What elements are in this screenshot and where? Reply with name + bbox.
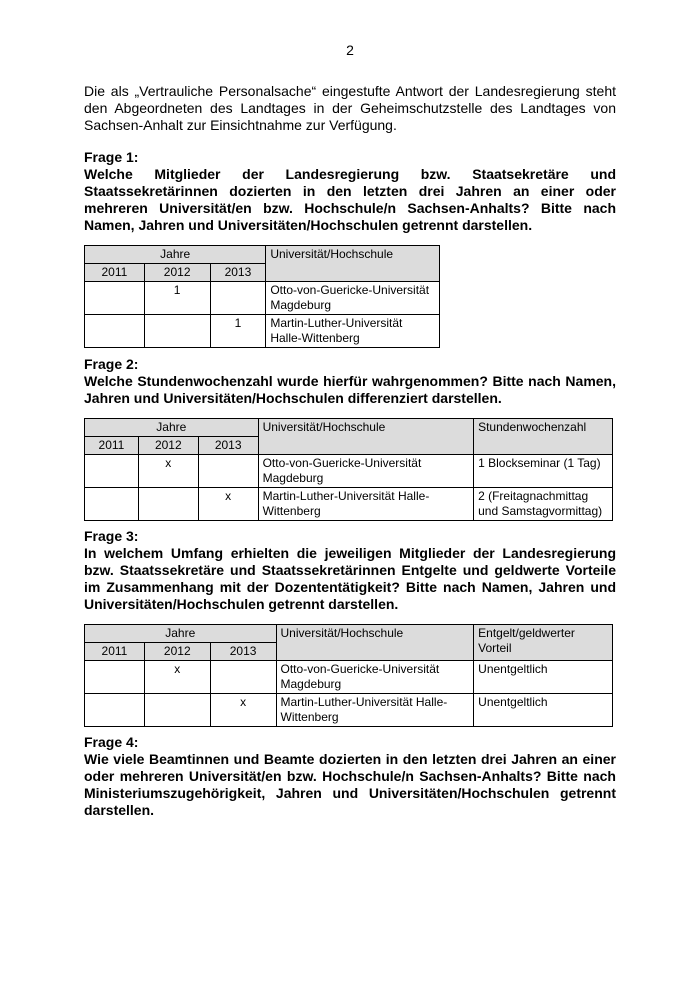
year-2012-header: 2012 [144,643,210,661]
page-number: 2 [346,42,354,58]
cell-2011 [85,661,145,694]
cell-2011 [85,455,139,488]
cell-2013: x [198,488,258,521]
cell-2011 [85,315,145,348]
question-1-heading: Frage 1: [84,149,139,165]
cell-2011 [85,488,139,521]
remuneration-header: Entgelt/geldwerter Vorteil [474,625,613,661]
question-3-text: In welchem Umfang erhielten die jeweiligen Mitglieder der Landesregierung bzw. Staatssekretäre und Staatssekretärinnen Entgelte und geldwerte Vorteile im Zusammenhang mit der Dozententätigkeit? Bitte nach Namen, Jahren und Universitäten/Hochschulen getrennt darstellen. [84,545,616,612]
question-4-text: Wie viele Beamtinnen und Beamte dozierten in den letzten drei Jahren an einer oder mehreren Universität/en bzw. Hochschule/n Sachsen-Anhalts? Bitte nach Ministeriumszugehörigkeit, Jahren und Universitäten/Hochschulen getrennt darstellen. [84,751,616,818]
weekly-hours-header: Stundenwochenzahl [474,419,613,455]
cell-2012 [144,315,210,348]
year-2013-header: 2013 [198,437,258,455]
table-row [85,694,613,727]
question-1-table [84,245,440,348]
cell-remuneration: Unentgeltlich [474,661,613,694]
university-header: Universität/Hochschule [266,246,440,282]
cell-2012 [144,694,210,727]
year-2011-header: 2011 [85,643,145,661]
cell-remuneration: Unentgeltlich [474,694,613,727]
years-header: Jahre [85,419,259,437]
year-2013-header: 2013 [210,643,276,661]
year-2013-header: 2013 [210,264,266,282]
cell-weekly-hours: 1 Blockseminar (1 Tag) [474,455,613,488]
cell-2012: x [138,455,198,488]
cell-university: Otto-von-Guericke-Universität Magdeburg [266,282,440,315]
cell-weekly-hours: 2 (Freitagnachmittag und Samstagvormittag) [474,488,613,521]
cell-2012: 1 [144,282,210,315]
cell-2013 [198,455,258,488]
years-header: Jahre [85,246,266,264]
question-3-table [84,624,613,727]
cell-university: Martin-Luther-Universität Halle-Wittenberg [266,315,440,348]
question-2-heading: Frage 2: [84,356,139,372]
cell-2013 [210,282,266,315]
table-row [85,455,613,488]
year-2011-header: 2011 [85,437,139,455]
question-2-table [84,418,613,521]
question-1-text: Welche Mitglieder der Landesregierung bzw. Staatsekretäre und Staatssekretärinnen dozierten in den letzten drei Jahren an einer oder mehreren Universität/en bzw. Hochschule/n Sachsen-Anhalts? Bitte nach Namen, Jahren und Universitäten/Hochschulen getrennt darstellen. [84,166,616,233]
cell-university: Martin-Luther-Universität Halle-Wittenberg [276,694,474,727]
cell-2013: x [210,694,276,727]
cell-university: Martin-Luther-Universität Halle-Wittenberg [258,488,474,521]
years-header: Jahre [85,625,277,643]
year-2011-header: 2011 [85,264,145,282]
year-2012-header: 2012 [144,264,210,282]
university-header: Universität/Hochschule [276,625,474,661]
year-2012-header: 2012 [138,437,198,455]
intro-paragraph: Die als „Vertrauliche Personalsache“ eingestufte Antwort der Landesregierung steht den Abgeordneten des Landtages in der Geheimschutzstelle des Landtages von Sachsen-Anhalt zur Einsichtnahme zur Verfügung. [84,83,616,133]
cell-university: Otto-von-Guericke-Universität Magdeburg [258,455,474,488]
cell-2013: 1 [210,315,266,348]
question-4-heading: Frage 4: [84,734,139,750]
cell-2012 [138,488,198,521]
university-header: Universität/Hochschule [258,419,474,455]
table-row [85,282,440,315]
table-row [85,315,440,348]
cell-university: Otto-von-Guericke-Universität Magdeburg [276,661,474,694]
cell-2011 [85,282,145,315]
table-row [85,661,613,694]
cell-2011 [85,694,145,727]
cell-2013 [210,661,276,694]
cell-2012: x [144,661,210,694]
question-3-heading: Frage 3: [84,528,139,544]
question-2-text: Welche Stundenwochenzahl wurde hierfür wahrgenommen? Bitte nach Namen, Jahren und Universitäten/Hochschulen differenziert darstellen. [84,373,616,406]
table-row [85,488,613,521]
